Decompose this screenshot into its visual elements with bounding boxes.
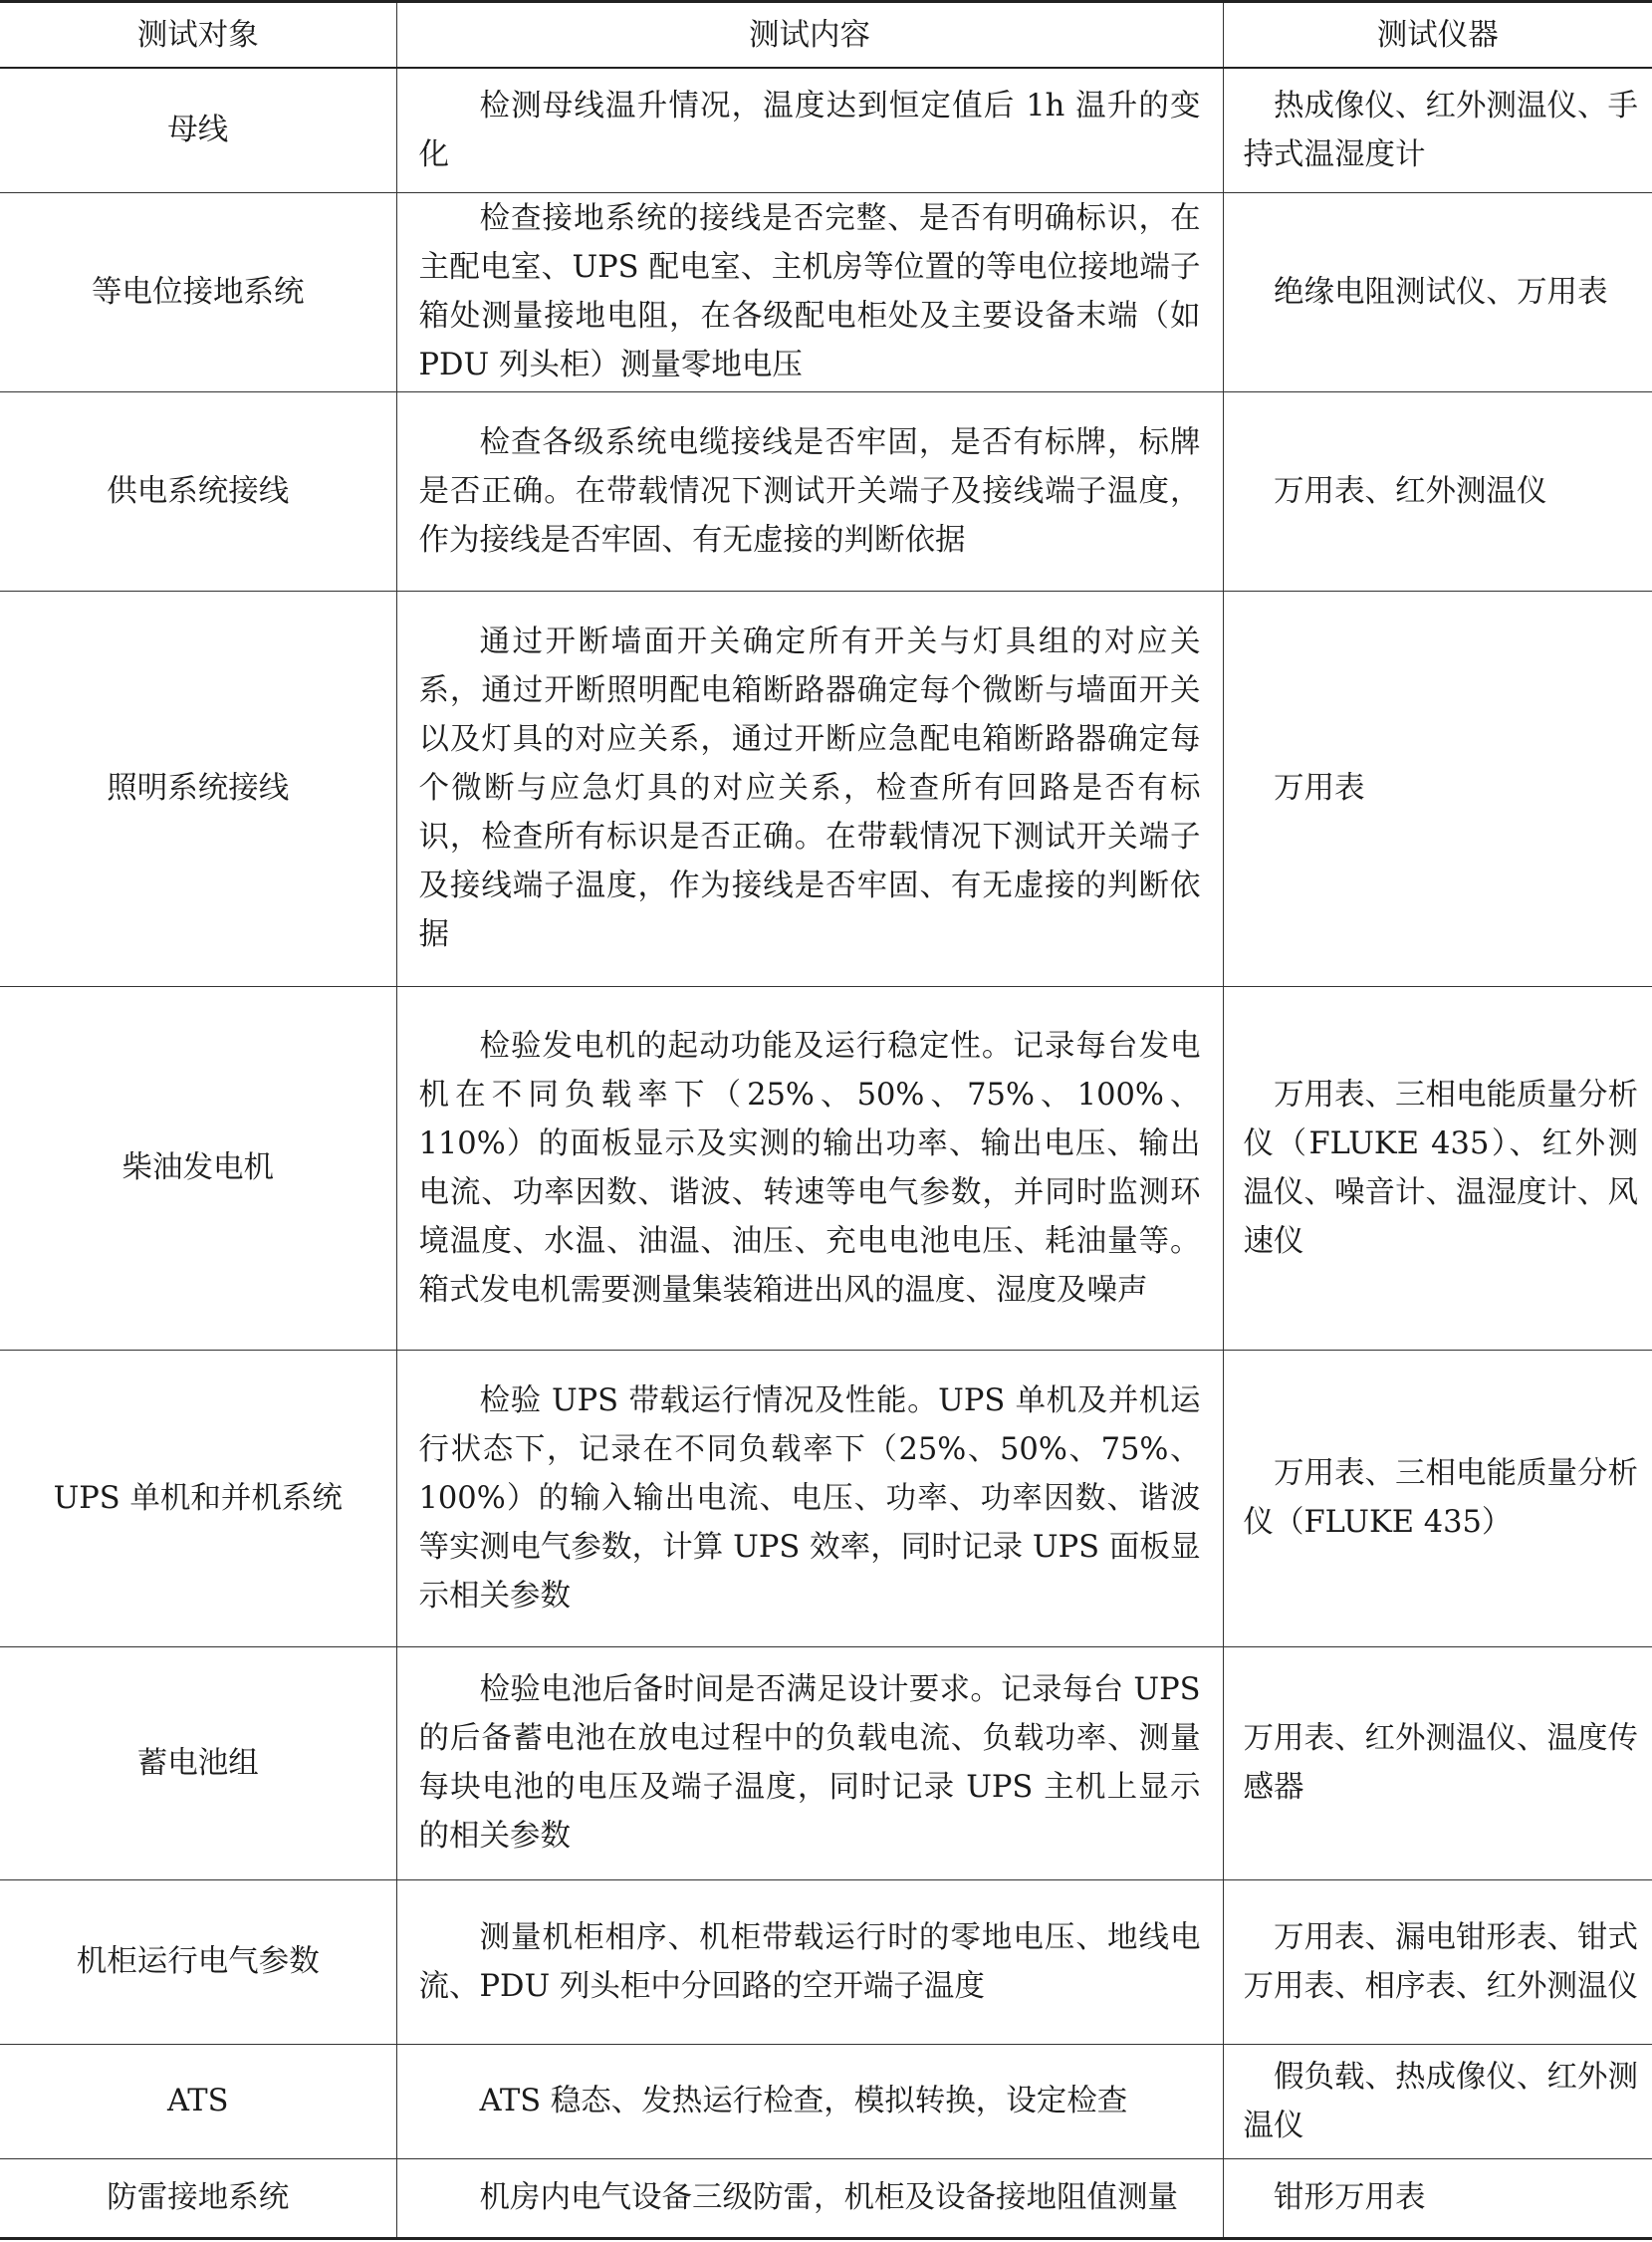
test-content-cell: 测量机柜相序、机柜带载运行时的零地电压、地线电流、PDU 列头柜中分回路的空开端子温度 <box>418 1919 1201 2004</box>
test-object-cell: 柴油发电机 <box>0 986 396 1350</box>
test-content-cell: 检验发电机的起动功能及运行稳定性。记录每台发电机在不同负载率下（25%、50%、75%、100%、110%）的面板显示及实测的输出功率、输出电压、输出电流、功率因数、谐波、转速等电气参数，并同时监测环境温度、水温、油温、油压、充电电池电压、耗油量等。箱式发电机需要测量集装箱进出风的温度、湿度及噪声 <box>418 1028 1201 1308</box>
table-row <box>0 1879 1652 2044</box>
test-object-cell: 蓄电池组 <box>0 1646 396 1879</box>
test-instruments-cell: 万用表、三相电能质量分析仪（FLUKE 435）、红外测温仪、噪音计、温湿度计、风速仪 <box>1243 1077 1638 1259</box>
table-header-row <box>0 2 1652 69</box>
test-object-cell: 供电系统接线 <box>0 391 396 591</box>
test-content-cell: 检验 UPS 带载运行情况及性能。UPS 单机及并机运行状态下，记录在不同负载率下（25%、50%、75%、100%）的输入输出电流、电压、功率、功率因数、谐波等实测电气参数，计算 UPS 效率，同时记录 UPS 面板显示相关参数 <box>418 1382 1201 1614</box>
table-row <box>0 591 1652 986</box>
table-row <box>0 192 1652 391</box>
header-test-object: 测试对象 <box>0 2 396 69</box>
table-row <box>0 2158 1652 2238</box>
test-object-cell: 母线 <box>0 68 396 192</box>
test-instruments-cell: 万用表、漏电钳形表、钳式万用表、相序表、红外测温仪 <box>1243 1919 1638 2004</box>
table-row <box>0 68 1652 192</box>
test-content-cell: 检查各级系统电缆接线是否牢固，是否有标牌，标牌是否正确。在带载情况下测试开关端子及接线端子温度，作为接线是否牢固、有无虚接的判断依据 <box>418 424 1201 558</box>
test-instruments-cell: 绝缘电阻测试仪、万用表 <box>1274 274 1608 310</box>
table-row <box>0 2044 1652 2158</box>
test-instruments-cell: 假负载、热成像仪、红外测温仪 <box>1243 2059 1638 2143</box>
table-row <box>0 1350 1652 1646</box>
test-instruments-cell: 万用表、红外测温仪、温度传感器 <box>1243 1721 1638 1805</box>
test-instruments-cell: 钳形万用表 <box>1274 2180 1426 2215</box>
test-object-cell: 等电位接地系统 <box>0 192 396 391</box>
test-object-cell: ATS <box>0 2044 396 2158</box>
test-object-cell: 照明系统接线 <box>0 591 396 986</box>
test-content-cell: 检测母线温升情况，温度达到恒定值后 1h 温升的变化 <box>418 88 1201 172</box>
test-content-cell: 检验电池后备时间是否满足设计要求。记录每台 UPS 的后备蓄电池在放电过程中的负载电流、负载功率、测量每块电池的电压及端子温度，同时记录 UPS 主机上显示的相关参数 <box>418 1672 1201 1854</box>
test-instruments-cell: 万用表、红外测温仪 <box>1274 473 1547 509</box>
header-test-content: 测试内容 <box>396 2 1223 69</box>
table-row <box>0 986 1652 1350</box>
test-object-cell: 机柜运行电气参数 <box>0 1879 396 2044</box>
test-content-cell: 检查接地系统的接线是否完整、是否有明确标识，在主配电室、UPS 配电室、主机房等位置的等电位接地端子箱处测量接地电阻，在各级配电柜处及主要设备末端（如 PDU 列头柜）测量零地电压 <box>418 201 1201 382</box>
table-row <box>0 1646 1652 1879</box>
test-instruments-cell: 热成像仪、红外测温仪、手持式温湿度计 <box>1243 88 1638 172</box>
test-content-cell: 通过开断墙面开关确定所有开关与灯具组的对应关系，通过开断照明配电箱断路器确定每个微断与墙面开关以及灯具的对应关系，通过开断应急配电箱断路器确定每个微断与应急灯具的对应关系，检查所有回路是否有标识，检查所有标识是否正确。在带载情况下测试开关端子及接线端子温度，作为接线是否牢固、有无虚接的判断依据 <box>418 624 1201 952</box>
test-content-cell: 机房内电气设备三级防雷，机柜及设备接地阻值测量 <box>479 2180 1178 2215</box>
header-test-instruments: 测试仪器 <box>1223 2 1652 69</box>
test-object-cell: UPS 单机和并机系统 <box>0 1350 396 1646</box>
test-instruments-cell: 万用表、三相电能质量分析仪（FLUKE 435） <box>1243 1456 1638 1540</box>
test-content-cell: ATS 稳态、发热运行检查，模拟转换，设定检查 <box>479 2084 1128 2118</box>
test-instruments-cell: 万用表 <box>1274 771 1365 806</box>
test-object-cell: 防雷接地系统 <box>0 2158 396 2238</box>
table-row <box>0 391 1652 591</box>
